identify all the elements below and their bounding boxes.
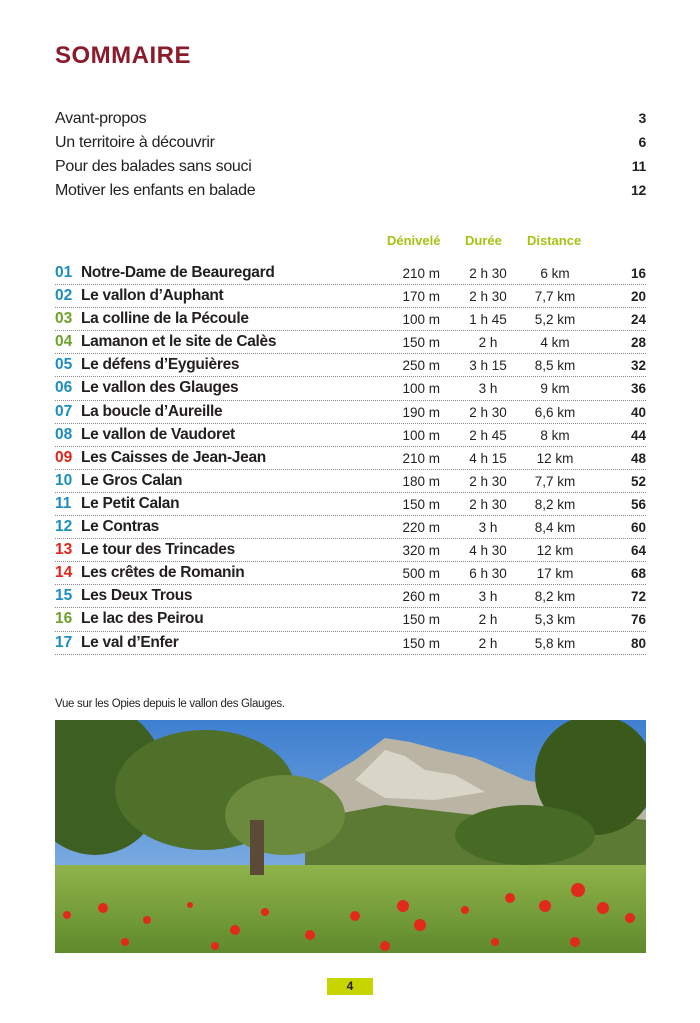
intro-item-label: Motiver les enfants en balade [55,182,256,199]
hike-page: 52 [630,473,646,489]
hike-number: 13 [55,541,73,559]
hike-name: Le vallon des Glauges [81,379,239,397]
hike-name: Le Gros Calan [81,471,183,489]
hike-name: Le tour des Trincades [81,541,235,559]
hike-row [55,377,646,400]
hike-page: 68 [630,566,646,582]
hike-denivele: 320 m [402,543,440,559]
page-title: SOMMAIRE [55,42,191,69]
hike-name: Les Caisses de Jean-Jean [81,448,266,466]
intro-item [55,158,646,182]
hike-number: 02 [55,287,73,305]
hike-row [55,331,646,354]
hike-distance: 17 km [536,566,574,582]
hike-duree: 3 h 15 [469,358,507,374]
hike-name: Le Petit Calan [81,494,180,512]
hike-distance: 6 km [540,266,570,281]
intro-item [55,182,646,206]
hike-denivele: 260 m [402,589,440,605]
hike-distance: 7,7 km [534,289,576,305]
hike-page: 36 [630,381,646,397]
hike-denivele: 150 m [402,612,440,628]
hike-page: 44 [630,427,646,443]
hike-row [55,539,646,562]
hike-number: 15 [55,587,73,605]
hike-denivele: 180 m [402,473,440,489]
hike-denivele: 210 m [402,450,440,466]
hike-number: 14 [55,564,73,582]
hike-number: 11 [55,494,72,512]
hike-name: Le vallon de Vaudoret [81,425,235,443]
hike-denivele: 100 m [402,427,440,443]
hike-duree: 2 h [478,612,498,628]
hike-number: 10 [55,471,73,489]
hike-distance: 12 km [536,450,574,466]
hike-number: 06 [55,379,73,397]
hike-denivele: 150 m [402,335,440,351]
hike-name: Les Deux Trous [81,587,193,605]
hike-number: 05 [55,356,73,374]
hike-row [55,632,646,655]
hike-duree: 2 h 30 [469,496,507,512]
page-number: 4 [327,978,373,995]
intro-item-label: Pour des balades sans souci [55,158,252,175]
landscape-photo [55,720,646,953]
hike-distance: 4 km [540,335,570,351]
hike-distance: 8,2 km [534,589,576,605]
hike-distance: 8,2 km [534,496,576,512]
hike-page: 72 [630,589,646,605]
hike-row [55,285,646,308]
hike-duree: 3 h [478,589,498,605]
hike-row [55,516,646,539]
hike-duree: 2 h [478,635,498,651]
hike-duree: 6 h 30 [469,566,507,582]
hike-page: 40 [630,404,646,420]
hike-page: 56 [630,496,646,512]
hike-page: 28 [630,335,646,351]
hike-duree: 4 h 15 [469,450,507,466]
hike-denivele: 220 m [402,520,440,536]
hike-denivele: 100 m [402,381,440,397]
intro-item-page: 3 [638,110,646,126]
hike-duree: 2 h [478,335,498,351]
hike-number: 17 [55,633,73,651]
hike-distance: 8,5 km [534,358,576,374]
column-header-duree: Durée [465,233,502,248]
intro-item [55,134,646,158]
hike-name: Le défens d’Eyguières [81,356,240,374]
hike-denivele: 250 m [402,358,440,374]
hike-name: Notre-Dame de Beauregard [81,264,275,281]
hike-denivele: 150 m [402,635,440,651]
hike-denivele: 170 m [402,289,440,305]
hike-distance: 5,2 km [534,312,576,328]
intro-item-label: Un territoire à découvrir [55,134,215,151]
hike-row [55,493,646,516]
hike-list [55,262,646,655]
hike-page: 20 [630,289,646,305]
hike-duree: 2 h 30 [469,289,507,305]
hike-page: 48 [630,450,646,466]
hike-name: Le val d’Enfer [81,633,179,651]
hike-page: 60 [630,520,646,536]
hike-duree: 1 h 45 [469,312,507,328]
hike-name: Le lac des Peirou [81,610,204,628]
hike-row [55,608,646,631]
hike-name: La boucle d’Aureille [81,402,223,420]
hike-name: Lamanon et le site de Calès [81,333,277,351]
hike-denivele: 150 m [402,496,440,512]
intro-list [55,110,646,206]
column-header-distance: Distance [527,233,582,248]
hike-row [55,308,646,331]
hike-duree: 2 h 45 [469,427,507,443]
hike-distance: 5,3 km [534,612,576,628]
intro-item [55,110,646,134]
hike-denivele: 210 m [402,266,440,281]
hike-number: 01 [55,264,73,281]
hike-distance: 8 km [540,427,570,443]
hike-name: La colline de la Pécoule [81,310,249,328]
hike-duree: 2 h 30 [469,266,507,281]
hike-distance: 8,4 km [534,520,576,536]
hike-number: 09 [55,448,73,466]
hike-distance: 7,7 km [534,473,576,489]
hike-name: Le vallon d’Auphant [81,287,224,305]
hike-page: 76 [630,612,646,628]
hike-row [55,424,646,447]
hike-duree: 2 h 30 [469,404,507,420]
hike-number: 07 [55,402,73,420]
hike-distance: 5,8 km [534,635,576,651]
hike-distance: 9 km [540,381,570,397]
hike-row [55,401,646,424]
hike-row [55,470,646,493]
hike-row [55,447,646,470]
hike-page: 24 [630,312,646,328]
photo-caption: Vue sur les Opies depuis le vallon des Glauges. [55,698,285,710]
hike-row [55,562,646,585]
hike-number: 08 [55,425,73,443]
hike-page: 80 [630,635,646,651]
column-header-denivele: Dénivelé [387,233,441,248]
hike-page: 32 [630,358,646,374]
hike-number: 04 [55,333,73,351]
hike-distance: 6,6 km [534,404,576,420]
hike-duree: 2 h 30 [469,473,507,489]
intro-item-label: Avant-propos [55,110,147,127]
hike-denivele: 500 m [402,566,440,582]
hike-duree: 3 h [478,381,498,397]
hike-number: 16 [55,610,73,628]
hike-row [55,354,646,377]
hike-number: 12 [55,518,73,536]
hike-denivele: 190 m [402,404,440,420]
hike-number: 03 [55,310,73,328]
hike-page: 64 [630,543,646,559]
hike-name: Les crêtes de Romanin [81,564,245,582]
intro-item-page: 12 [631,182,646,198]
hike-distance: 12 km [536,543,574,559]
hike-denivele: 100 m [402,312,440,328]
hike-name: Le Contras [81,518,159,536]
intro-item-page: 11 [631,158,646,174]
hike-row [55,585,646,608]
hike-row [55,262,646,285]
hike-duree: 3 h [478,520,498,536]
intro-item-page: 6 [638,134,646,150]
hike-page: 16 [630,266,646,281]
hike-duree: 4 h 30 [469,543,507,559]
